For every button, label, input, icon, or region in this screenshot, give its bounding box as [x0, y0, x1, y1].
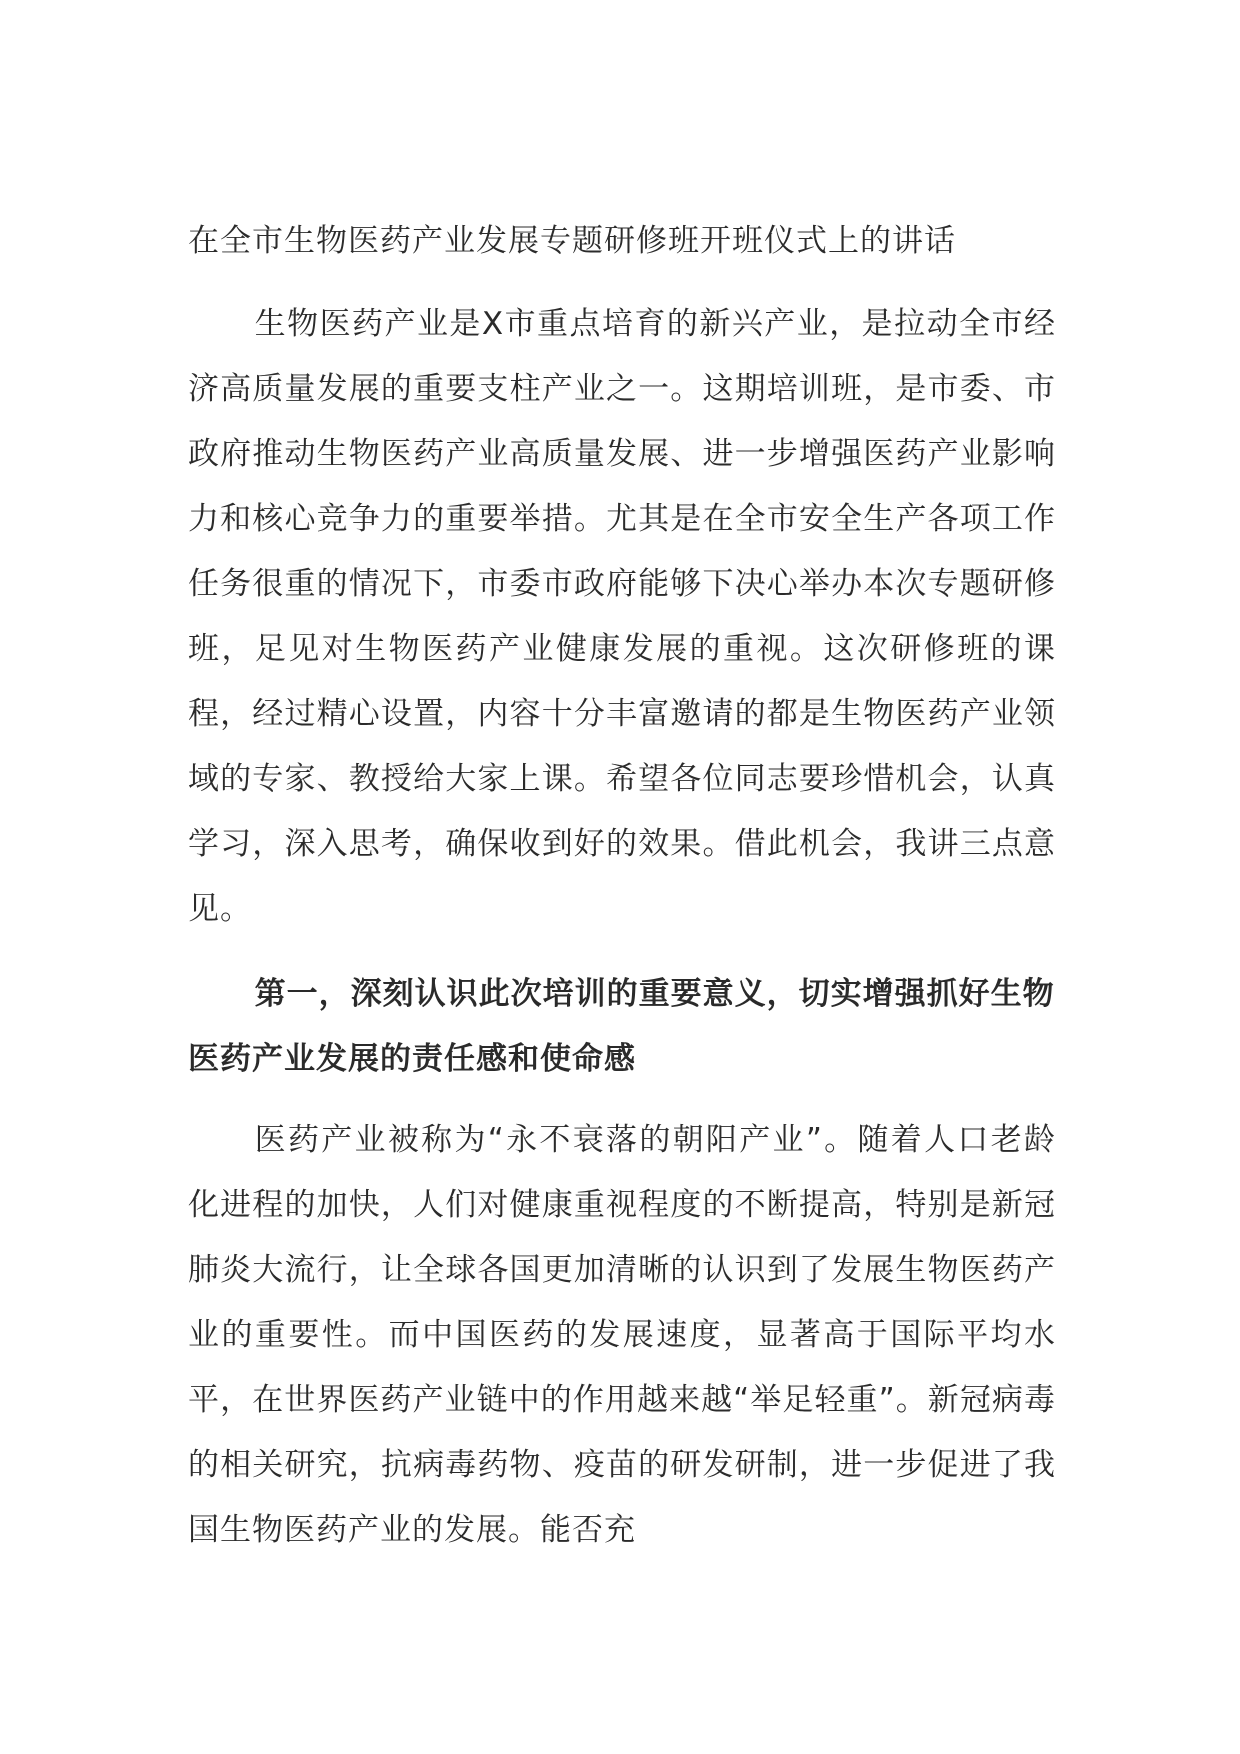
document-title: 在全市生物医药产业发展专题研修班开班仪式上的讲话	[188, 223, 956, 259]
document-body	[188, 212, 1056, 1563]
intro-paragraph: 生物医药产业是X市重点培育的新兴产业，是拉动全市经济高质量发展的重要支柱产业之一。这期培训班，是市委、市政府推动生物医药产业高质量发展、进一步增强医药产业影响力和核心竞争力的重要举措。尤其是在全市安全生产各项工作任务很重的情况下，市委市政府能够下决心举办本次专题研修班，足见对生物医药产业健康发展的重视。这次研修班的课程，经过精心设置，内容十分丰富邀请的都是生物医药产业领域的专家、教授给大家上课。希望各位同志要珍惜机会，认真学习，深入思考，确保收到好的效果。借此机会，我讲三点意见。	[188, 306, 1056, 927]
section-paragraph: 医药产业被称为“永不衰落的朝阳产业”。随着人口老龄化进程的加快，人们对健康重视程度的不断提高，特别是新冠肺炎大流行，让全球各国更加清晰的认识到了发展生物医药产业的重要性。而中国医药的发展速度，显著高于国际平均水平，在世界医药产业链中的作用越来越“举足轻重”。新冠病毒的相关研究，抗病毒药物、疫苗的研发研制，进一步促进了我国生物医药产业的发展。能否充	[188, 1122, 1056, 1548]
section-heading: 第一，深刻认识此次培训的重要意义，切实增强抓好生物医药产业发展的责任感和使命感	[188, 976, 1055, 1077]
